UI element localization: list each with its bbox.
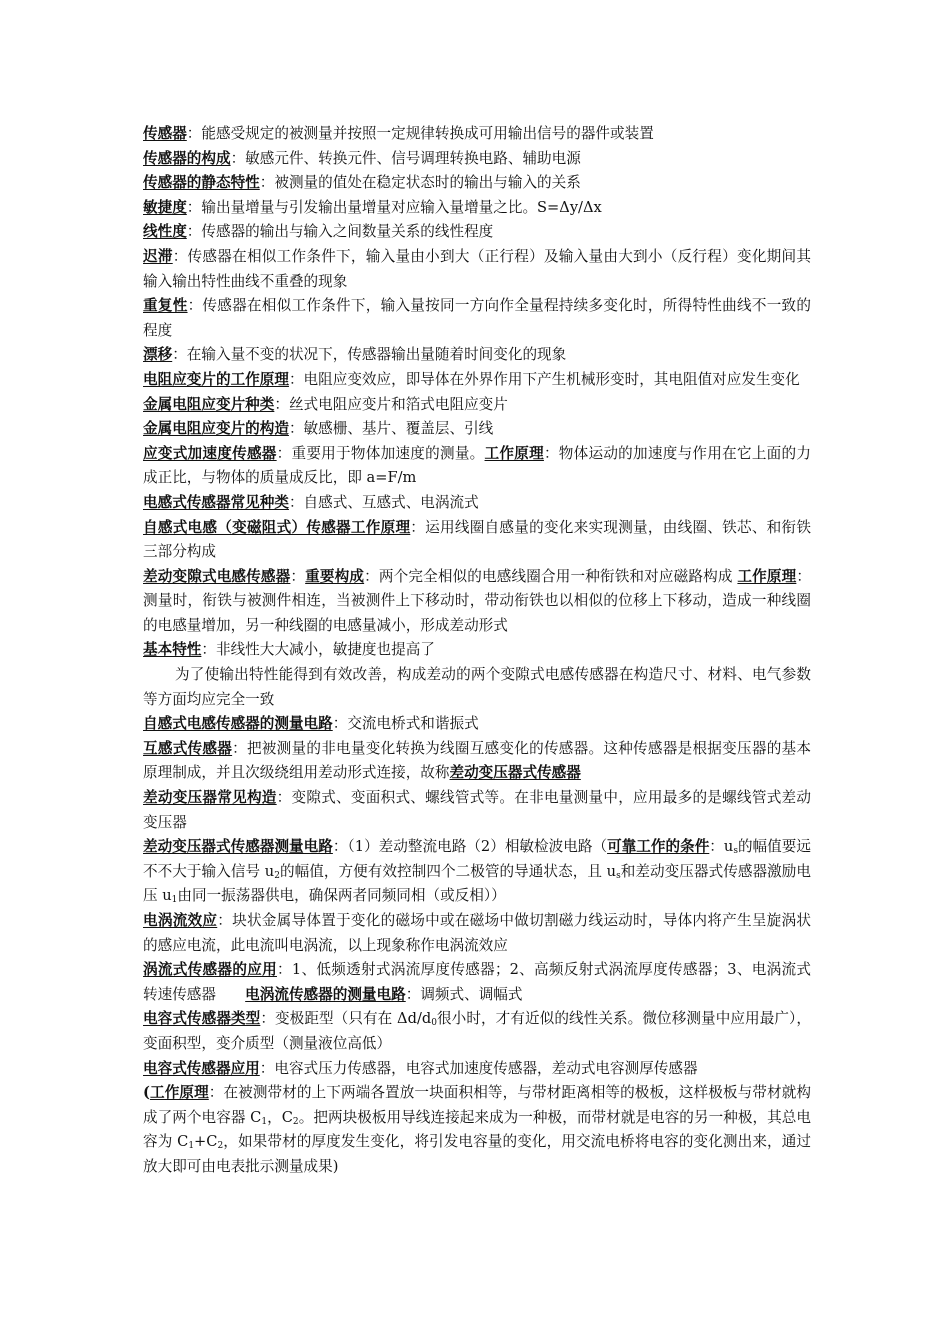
term: 线性度 (143, 223, 187, 241)
definition: ：两个完全相似的电感线圈合用一种衔铁和对应磁路构成 (364, 567, 738, 585)
para-eddy-effect (143, 909, 811, 958)
term: 传感器 (143, 125, 187, 142)
para-drift (143, 343, 811, 368)
para-capacitive-application (143, 1057, 811, 1082)
term: 差动变压器式传感器测量电路 (143, 838, 333, 856)
definition: 和差动变压器式传感器激励电压 u (143, 862, 811, 905)
term: 漂移 (143, 346, 173, 364)
definition: ：（1）差动整流电路（2）相敏检波电路（ (332, 838, 608, 856)
definition: ：敏感栅、基片、覆盖层、引线 (288, 420, 494, 438)
term: 电感式传感器常见种类 (143, 493, 289, 511)
para-repeatability (143, 294, 811, 343)
document-page (143, 122, 811, 1180)
term: 电涡流传感器的测量电路 (245, 985, 406, 1003)
para-hysteresis (143, 245, 811, 294)
para-sensitivity (143, 196, 811, 221)
para-sensor (143, 122, 811, 147)
subscript: 0 (431, 1018, 437, 1029)
definition: ：变隙式、变面积式、螺线管式等。在非电量测量中，应用最多的是螺线管式差动变压器 (143, 789, 811, 831)
term: 电容式传感器应用 (143, 1059, 260, 1077)
definition: ：在被测带材的上下两端各置放一块面积相等，与带材距离相等的极板，这样极板与带材就构成了两个电容器 C (143, 1084, 811, 1126)
para-differential-gap (143, 565, 811, 639)
definition: ：在输入量不变的状况下，传感器输出量随着时间变化的现象 (172, 346, 567, 364)
term: 涡流式传感器的应用 (143, 961, 277, 979)
definition: ：输出量增量与引发输出量增量对应输入量增量之比。S=Δy/Δx (186, 198, 602, 216)
para-eddy-application (143, 958, 811, 1007)
term: 互感式传感器 (143, 739, 233, 757)
para-static (143, 171, 811, 196)
term: 可靠工作的条件 (607, 838, 710, 856)
term: 金属电阻应变片的构造 (143, 420, 289, 438)
para-metal-types (143, 393, 811, 418)
term: 工作原理 (484, 444, 544, 462)
para-linearity (143, 220, 811, 245)
term: 自感式电感（变磁阻式）传感器工作原理 (143, 518, 411, 536)
term: 电容式传感器类型 (143, 1010, 261, 1028)
definition: 的幅值，方便有效控制四个二极管的导通状态，且 u (279, 862, 617, 880)
term: 金属电阻应变片种类 (143, 395, 275, 413)
term: 传感器的构成 (143, 149, 231, 167)
definition: ： (709, 838, 724, 856)
para-note (143, 663, 811, 712)
subscript: 2 (217, 1141, 224, 1152)
definition: 由同一振荡器供电，确保两者同频同相（或反相）） (177, 887, 506, 905)
para-mutual-inductance (143, 737, 811, 786)
subscript: s (616, 870, 621, 881)
subscript: 1 (261, 1116, 268, 1127)
para-capacitive-principle (143, 1081, 811, 1179)
term: 基本特性 (143, 641, 202, 659)
para-measure-circuit (143, 712, 811, 737)
open-paren: ( (143, 1084, 150, 1102)
definition: ：1、低频透射式涡流厚度传感器；2、高频反射式涡流厚度传感器；3、电涡流式转速传感器 (143, 961, 811, 1003)
term: 差动变压器式传感器 (449, 764, 581, 782)
subscript: 2 (292, 1116, 299, 1127)
term: 传感器的静态特性 (143, 174, 260, 192)
definition: ：块状金属导体置于变化的磁场中或在磁场中做切割磁力线运动时，导体内将产生呈旋涡状的感应电流，此电流叫电涡流，以上现象称作电涡流效应 (143, 912, 811, 954)
definition: ：自感式、互感式、电涡流式 (288, 493, 479, 511)
subscript: s (733, 846, 738, 857)
term: 重复性 (143, 297, 188, 315)
subscript: 2 (274, 870, 280, 881)
definition: ：非线性大大减小，敏捷度也提高了 (201, 641, 435, 659)
term: 差动变压器常见构造 (143, 789, 277, 807)
para-inductive-types (143, 491, 811, 516)
term: 工作原理 (149, 1084, 209, 1102)
definition: ：运用线圈自感量的变化来实现测量，由线圈、铁芯、和衔铁三部分构成 (143, 518, 811, 561)
definition: ：传感器在相似工作条件下，输入量由小到大（正行程）及输入量由大到小（反行程）变化期间其输入输出特性曲线不重叠的现象 (143, 247, 811, 290)
definition: 的幅值要远不不大于输入信号 u (143, 838, 811, 880)
term: 应变式加速度传感器 (143, 444, 277, 462)
para-transformer-structure (143, 786, 811, 835)
definition: ：测量时，衔铁与被测件相连，当被测件上下移动时，带动衔铁也以相似的位移上下移动，造成一种线圈的电感量增加，另一种线圈的电感量减小，形成差动形式 (143, 567, 811, 634)
para-capacitive-types (143, 1007, 811, 1056)
definition: ：能感受规定的被测量并按照一定规律转换成可用输出信号的器件或装置 (186, 125, 654, 142)
body-text: 为了使输出特性能得到有效改善，构成差动的两个变隙式电感传感器在构造尺寸、材料、电气参数等方面均应完全一致 (143, 666, 811, 708)
subscript: 1 (171, 895, 178, 906)
para-accelerometer (143, 442, 811, 491)
definition: ：敏感元件、转换元件、信号调理转换电路、辅助电源 (230, 149, 581, 167)
definition: ：重要用于物体加速度的测量。 (276, 444, 485, 462)
para-strain-gauge (143, 368, 811, 393)
definition: 很小时，才有近似的线性关系。微位移测量中应用最广），变面积型，变介质型（测量液位高低） (143, 1010, 811, 1052)
definition: +C (194, 1133, 218, 1151)
definition: ：物体运动的加速度与作用在它上面的力成正比，与物体的质量成反比，即 a=F/m (143, 444, 811, 487)
term: 工作原理 (737, 567, 797, 585)
definition: ：电容式压力传感器，电容式加速度传感器，差动式电容测厚传感器 (259, 1059, 698, 1077)
definition: 。把两块极板用导线连接起来成为一种极，而带材就是电容的另一种极，其总电容为 C (143, 1108, 811, 1151)
definition: ：传感器的输出与输入之间数量关系的线性程度 (186, 223, 494, 241)
definition: ：传感器在相似工作条件下，输入量按同一方向作全量程持续多变化时，所得特性曲线不一致的程度 (143, 297, 811, 339)
term: 敏捷度 (143, 198, 187, 216)
definition: ：把被测量的非电量变化转换为线圈互感变化的传感器。这种传感器是根据变压器的基本原理制成，并且次级绕组用差动形式连接，故称 (143, 739, 811, 782)
definition: ：被测量的值处在稳定状态时的输出与输入的关系 (259, 174, 581, 192)
definition: ：交流电桥式和谐振式 (332, 715, 479, 733)
symbol: u (723, 838, 734, 856)
term: 差动变隙式电感传感器 (143, 567, 291, 585)
definition: ：丝式电阻应变片和箔式电阻应变片 (274, 395, 508, 413)
para-metal-structure (143, 417, 811, 442)
term: 电涡流效应 (143, 912, 218, 929)
para-basic-characteristics (143, 638, 811, 663)
subscript: 1 (188, 1141, 195, 1152)
definition: ，如果带材的厚度发生变化，将引发电容量的变化，用交流电桥将电容的变化测出来，通过放大即可由电表批示测量成果) (143, 1133, 811, 1175)
para-transformer-circuit (143, 835, 811, 909)
para-self-inductance (143, 516, 811, 565)
definition: ：电阻应变效应，即导体在外界作用下产生机械形变时，其电阻值对应发生变化 (288, 370, 800, 388)
definition: ：变极距型（只有在 Δd/d (260, 1010, 432, 1028)
term: 重要构成 (305, 567, 365, 585)
definition: ，C (267, 1108, 293, 1126)
definition: ： (290, 567, 306, 585)
term: 自感式电感传感器的测量电路 (143, 715, 333, 733)
term: 电阻应变片的工作原理 (143, 370, 289, 388)
definition: ：调频式、调幅式 (405, 985, 523, 1003)
para-composition (143, 147, 811, 172)
term: 迟滞 (143, 247, 173, 265)
